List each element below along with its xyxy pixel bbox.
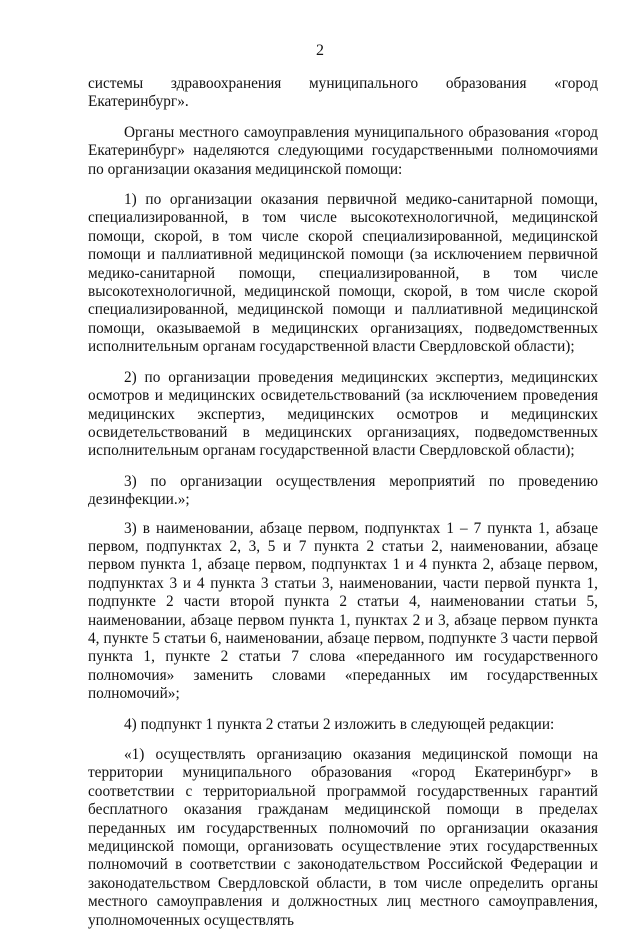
paragraph-continuation: системы здравоохранения муниципального образования «город Екатеринбург». [88,75,598,111]
paragraph-quoted-subclause: «1) осуществлять организацию оказания медицинской помощи на территории муниципального образования «город Екатеринбург» в соответствии с территориальной программой государственных гарантий бесплатного оказания гражданам медицинской помощи в пределах переданных им государственных полномочий по организации оказания медицинской помощи, организовать осуществление этих государственных полномочий в соответствии с законодательством Российской Федерации и законодательством Свердловской области, в том числе определить органы местного самоуправления и должностных лиц местного самоуправления, уполномоченных осуществлять [88,746,598,929]
paragraph-item-1: 1) по организации оказания первичной медико-санитарной помощи, специализированной, в том числе высокотехнологичной, медицинской помощи, скорой, в том числе скорой специализированной, медицинской помощи и паллиативной медицинской помощи (за исключением первичной медико-санитарной помощи, специализированной, в том числе высокотехнологичной, медицинской помощи, скорой, в том числе скорой специализированной, медицинской помощи и паллиативной медицинской помощи, оказываемой в медицинских организациях, подведомственных исполнительным органам государственной власти Свердловской области); [88,191,598,356]
paragraph-amendment-3: 3) в наименовании, абзаце первом, подпунктах 1 – 7 пункта 1, абзаце первом, подпунктах 2, 3, 5 и 7 пункта 2 статьи 2, наименовании, абзаце первом пункта 1, абзаце первом, подпунктах 1 и 4 пункта 2, абзаце первом, подпунктах 3 и 4 пункта 3 статьи 3, наименовании, части первой пункта 1, подпункте 2 части второй пункта 2 статьи 4, наименовании статьи 5, наименовании, абзаце первом пункта 1, пунктах 2 и 3, абзаце первом пункта 4, пункте 5 статьи 6, наименовании, абзаце первом, подпункте 3 части первой пункта 1, пункте 2 статьи 7 слова «переданного им государственного полномочия» заменить словами «переданных им государственных полномочий»; [88,519,598,703]
paragraph-intro: Органы местного самоуправления муниципального образования «город Екатеринбург» наделяются следующими государственными полномочиями по организации оказания медицинской помощи: [88,123,598,178]
page-number: 2 [316,42,324,59]
paragraph-item-3: 3) по организации осуществления мероприятий по проведению дезинфекции.»; [88,472,598,509]
paragraph-amendment-4: 4) подпункт 1 пункта 2 статьи 2 изложить в следующей редакции: [124,715,555,733]
document-body [88,75,598,942]
paragraph-item-2: 2) по организации проведения медицинских экспертиз, медицинских осмотров и медицинских освидетельствований (за исключением проведения медицинских экспертиз, медицинских осмотров и медицинских освидетельствований в медицинских организациях, подведомственных исполнительным органам государственной власти Свердловской области); [88,368,598,460]
